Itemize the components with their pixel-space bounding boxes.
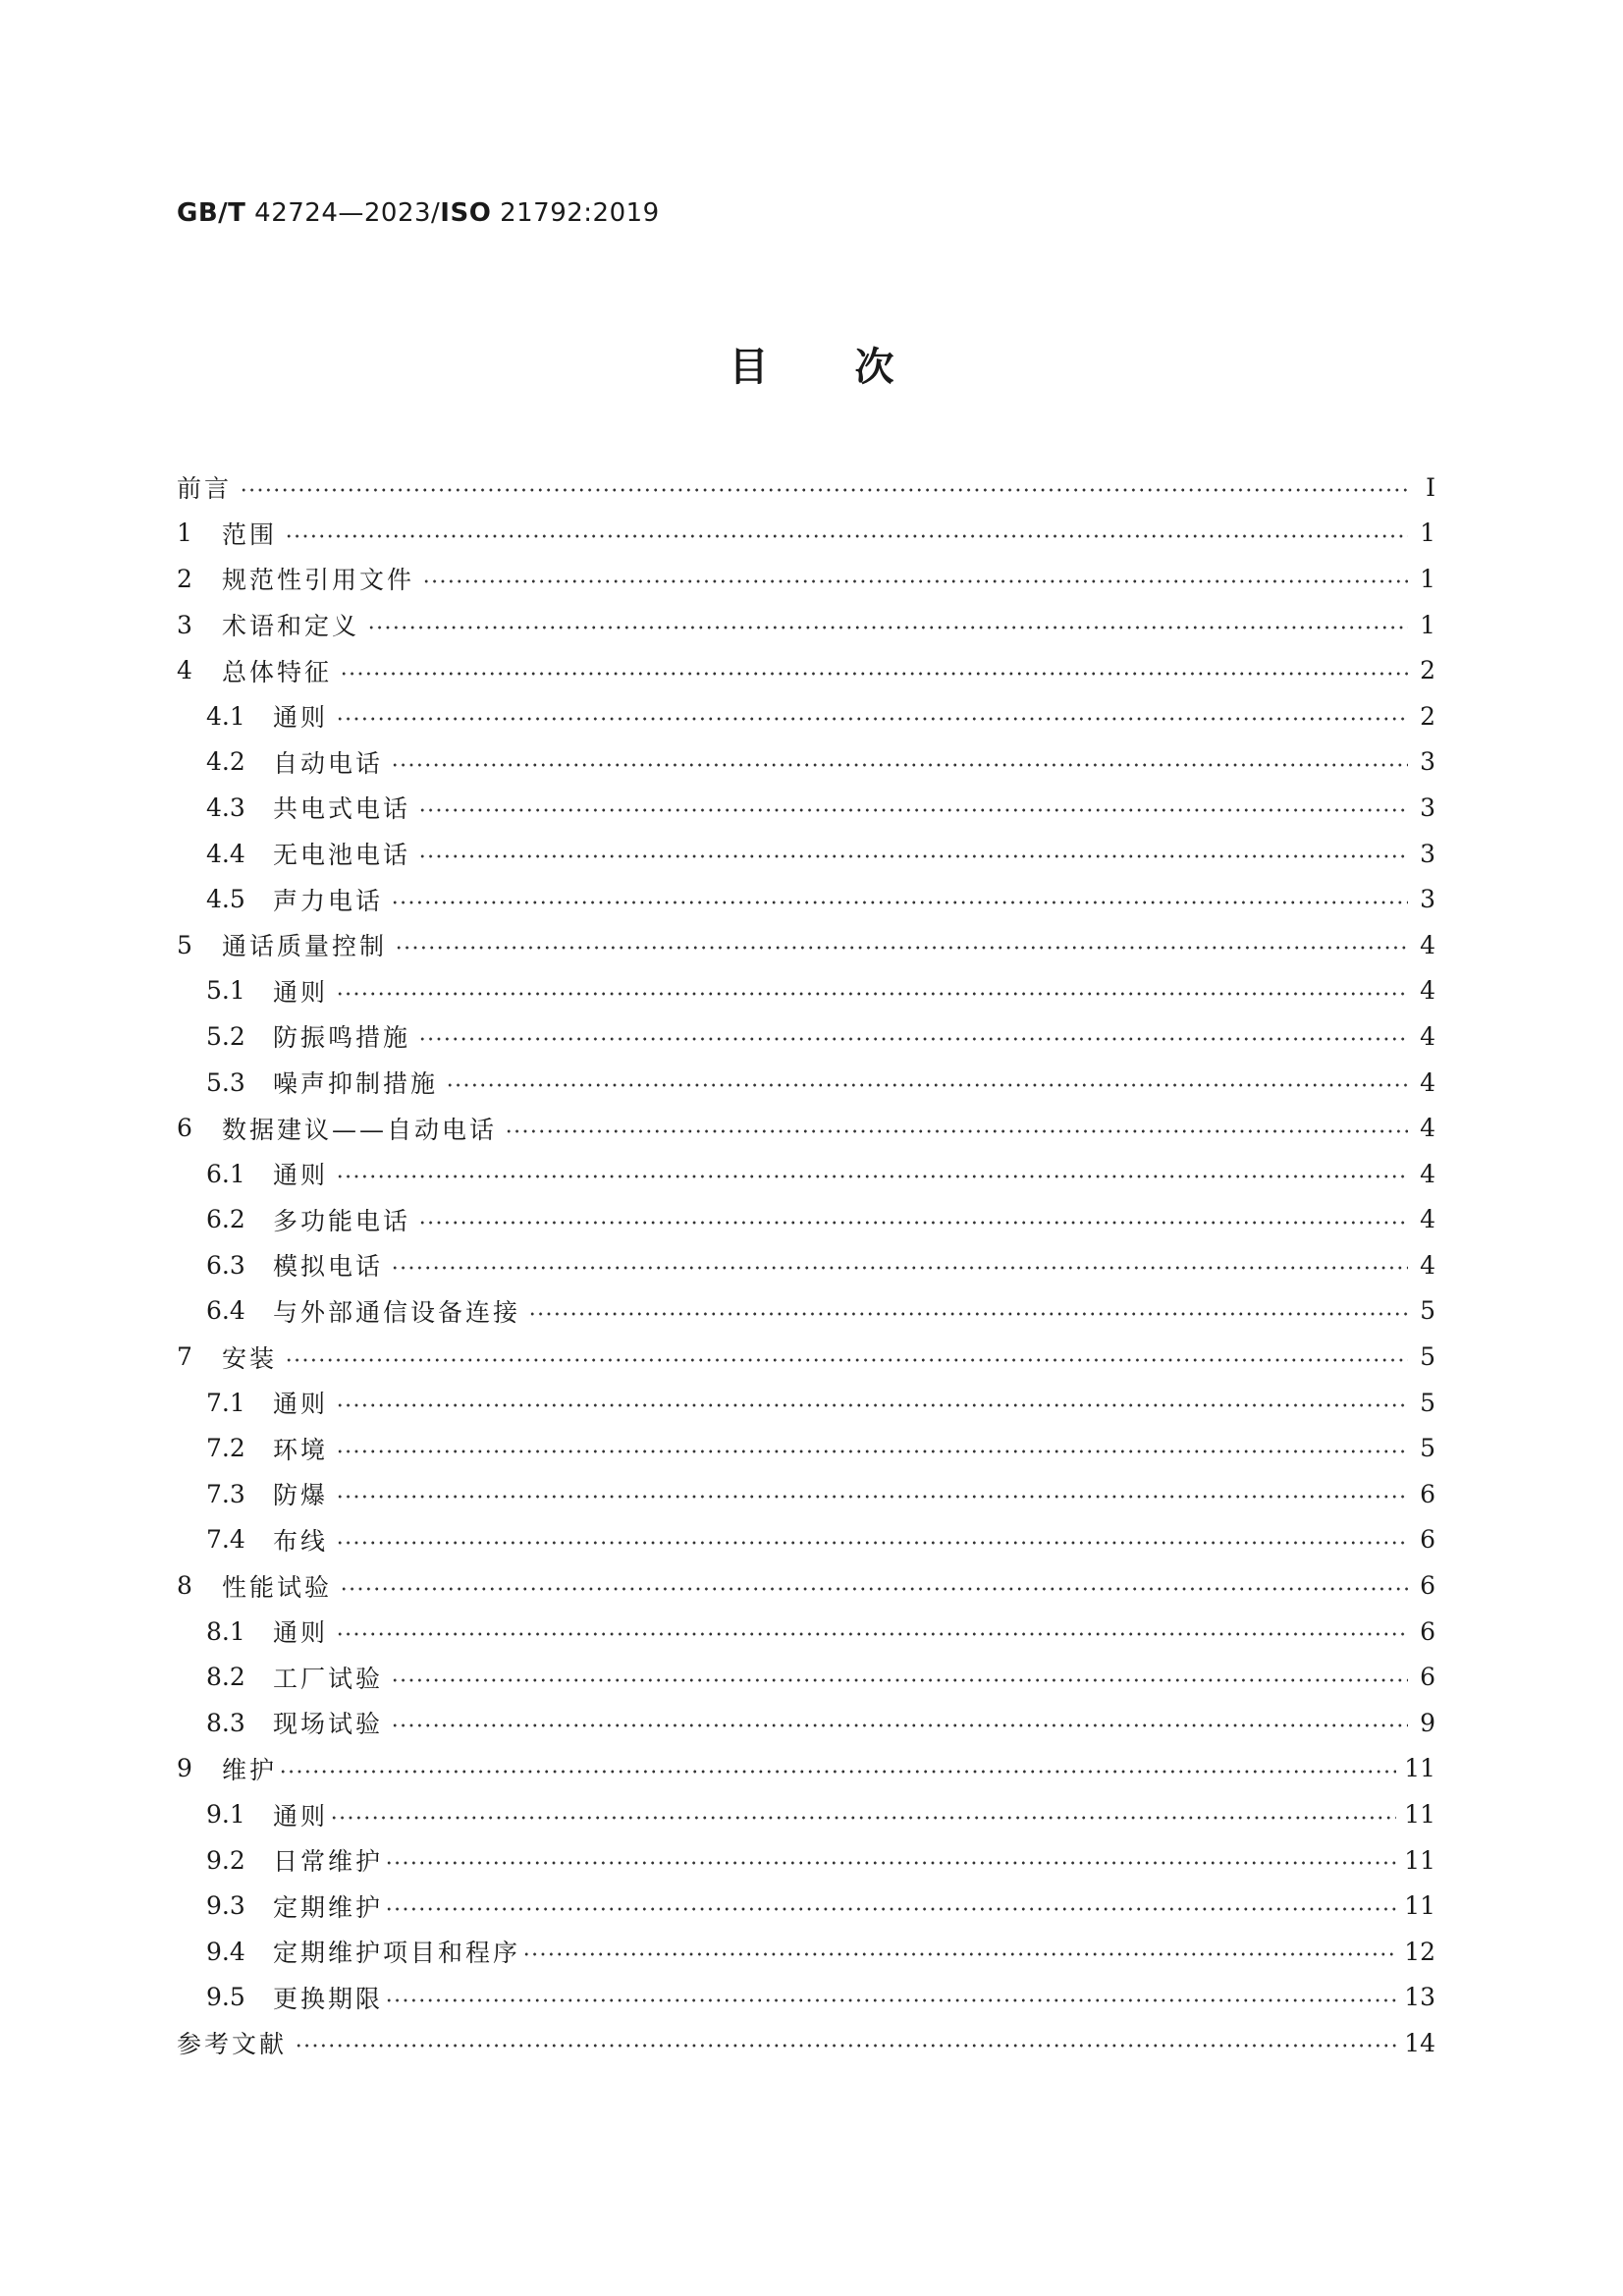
toc-entry-number: 8.2: [206, 1663, 245, 1692]
document-code: [177, 198, 660, 228]
dot-leader: [336, 1540, 1408, 1546]
dot-leader: [285, 1357, 1408, 1363]
toc-entry[interactable]: [177, 1288, 1435, 1335]
toc-entry-label: 规范性引用文件: [222, 566, 415, 595]
toc-entry-page: 6: [1420, 1663, 1435, 1692]
toc-entry-label: 工厂试验: [273, 1664, 384, 1693]
dot-leader: [385, 1906, 1396, 1912]
toc-entry[interactable]: [177, 1746, 1435, 1792]
toc-entry[interactable]: [177, 693, 1435, 739]
toc-entry-page: 14: [1404, 2028, 1435, 2057]
dot-leader: [528, 1311, 1408, 1317]
dot-leader: [391, 900, 1408, 905]
toc-entry[interactable]: [177, 1197, 1435, 1243]
toc-entry-number: 6.1: [206, 1159, 245, 1188]
table-of-contents: [177, 465, 1435, 2066]
dot-leader: [395, 945, 1408, 951]
dot-leader: [340, 671, 1408, 677]
toc-entry-label: 定期维护: [273, 1892, 384, 1922]
toc-entry-label: 防爆: [273, 1481, 329, 1510]
dot-leader: [391, 1722, 1408, 1728]
dot-leader: [336, 1402, 1408, 1408]
toc-entry[interactable]: [177, 1562, 1435, 1609]
toc-entry-number: 5: [177, 930, 192, 959]
toc-entry-number: 4.3: [206, 793, 245, 822]
toc-entry-number: 9: [177, 1754, 192, 1783]
toc-entry-number: 8: [177, 1571, 192, 1601]
dot-leader: [336, 716, 1408, 722]
toc-entry-number: 7.1: [206, 1388, 245, 1417]
toc-entry[interactable]: [177, 2020, 1435, 2066]
toc-entry-label: 通则: [273, 1801, 329, 1831]
standard-number: 42724—2023/: [254, 198, 441, 228]
toc-entry[interactable]: [177, 1700, 1435, 1746]
toc-entry-page: 4: [1420, 976, 1435, 1006]
dot-leader: [385, 1997, 1396, 2003]
toc-entry-label: 数据建议——自动电话: [222, 1115, 498, 1144]
toc-entry-label: 通则: [273, 1618, 329, 1648]
toc-entry-page: 3: [1420, 839, 1435, 868]
toc-entry-page: 1: [1420, 519, 1435, 548]
toc-entry[interactable]: [177, 465, 1435, 511]
toc-entry-number: 1: [177, 519, 192, 548]
toc-entry-label: 通则: [273, 1161, 329, 1190]
toc-entry-page: 3: [1420, 747, 1435, 777]
toc-entry[interactable]: [177, 785, 1435, 831]
toc-entry-label: 环境: [273, 1435, 329, 1464]
dot-leader: [340, 1586, 1408, 1592]
iso-prefix: ISO: [440, 198, 492, 228]
toc-entry-page: 13: [1404, 1983, 1435, 2012]
dot-leader: [522, 1951, 1396, 1957]
dot-leader: [336, 1449, 1408, 1454]
dot-leader: [385, 1860, 1396, 1866]
toc-entry[interactable]: [177, 968, 1435, 1014]
toc-entry-label: 通话质量控制: [222, 932, 388, 961]
toc-entry-page: Ⅰ: [1426, 472, 1435, 502]
toc-entry-page: 6: [1420, 1525, 1435, 1555]
toc-entry-number: 8.3: [206, 1708, 245, 1737]
toc-entry-page: 1: [1420, 564, 1435, 593]
toc-entry[interactable]: [177, 511, 1435, 557]
toc-entry-page: 11: [1404, 1891, 1435, 1921]
toc-entry-number: 9.5: [206, 1983, 245, 2012]
toc-entry-number: 9.3: [206, 1891, 245, 1921]
toc-entry-number: 7.2: [206, 1434, 245, 1463]
dot-leader: [391, 1265, 1408, 1271]
toc-entry[interactable]: [177, 1883, 1435, 1929]
toc-entry-number: 7: [177, 1342, 192, 1372]
toc-entry-number: 4.2: [206, 747, 245, 777]
toc-entry-number: 6: [177, 1114, 192, 1143]
toc-entry[interactable]: [177, 831, 1435, 877]
toc-entry-label: 日常维护: [273, 1847, 384, 1877]
toc-entry[interactable]: [177, 1334, 1435, 1380]
toc-entry-page: 5: [1420, 1388, 1435, 1417]
toc-entry-number: 3: [177, 610, 192, 639]
toc-entry-page: 4: [1420, 1067, 1435, 1097]
toc-entry[interactable]: [177, 739, 1435, 786]
dot-leader: [505, 1128, 1408, 1134]
toc-entry-label: 定期维护项目和程序: [273, 1939, 521, 1968]
toc-entry[interactable]: [177, 1517, 1435, 1563]
dot-leader: [418, 1220, 1408, 1226]
toc-entry-label: 布线: [273, 1526, 329, 1556]
toc-entry-number: 4.1: [206, 701, 245, 731]
toc-entry[interactable]: [177, 1242, 1435, 1288]
toc-entry-page: 11: [1404, 1800, 1435, 1830]
toc-entry-page: 4: [1420, 1250, 1435, 1280]
standard-prefix: GB/T: [177, 198, 246, 228]
toc-entry-page: 3: [1420, 793, 1435, 822]
toc-entry-label: 安装: [222, 1343, 278, 1373]
toc-entry-number: 9.1: [206, 1800, 245, 1830]
toc-entry[interactable]: [177, 1791, 1435, 1837]
toc-entry-number: 9.2: [206, 1845, 245, 1875]
toc-entry-label: 通则: [273, 1390, 329, 1419]
toc-entry-page: 5: [1420, 1342, 1435, 1372]
toc-entry-number: 7.3: [206, 1479, 245, 1508]
toc-entry-label: 防振鸣措施: [273, 1023, 411, 1053]
dot-leader: [418, 1036, 1408, 1042]
toc-entry-page: 3: [1420, 885, 1435, 914]
toc-entry[interactable]: [177, 922, 1435, 968]
dot-leader: [336, 1494, 1408, 1500]
toc-entry[interactable]: [177, 1609, 1435, 1655]
toc-entry[interactable]: [177, 1425, 1435, 1471]
toc-entry-label: 与外部通信设备连接: [273, 1297, 521, 1327]
toc-entry-number: 8.1: [206, 1616, 245, 1646]
dot-leader: [336, 991, 1408, 997]
toc-entry-page: 1: [1420, 610, 1435, 639]
toc-entry-page: 4: [1420, 1114, 1435, 1143]
toc-entry-number: 4.4: [206, 839, 245, 868]
toc-entry[interactable]: [177, 602, 1435, 648]
toc-entry-page: 5: [1420, 1434, 1435, 1463]
toc-entry-page: 4: [1420, 1205, 1435, 1234]
toc-entry-label: 维护: [222, 1755, 278, 1784]
toc-entry-number: 9.4: [206, 1937, 245, 1966]
toc-entry-label: 通则: [273, 703, 329, 733]
toc-entry-number: 5.3: [206, 1067, 245, 1097]
dot-leader: [285, 533, 1408, 539]
dot-leader: [279, 1769, 1396, 1775]
toc-entry-label: 更换期限: [273, 1984, 384, 2013]
toc-entry[interactable]: [177, 1654, 1435, 1700]
toc-entry-label: 总体特征: [222, 657, 333, 686]
toc-entry[interactable]: [177, 1013, 1435, 1060]
toc-entry[interactable]: [177, 1975, 1435, 2021]
dot-leader: [391, 762, 1408, 768]
toc-entry[interactable]: [177, 1929, 1435, 1975]
toc-entry-page: 9: [1420, 1708, 1435, 1737]
toc-entry-page: 12: [1404, 1937, 1435, 1966]
toc-entry-label: 术语和定义: [222, 612, 360, 641]
dot-leader: [367, 625, 1408, 630]
toc-entry-label: 多功能电话: [273, 1206, 411, 1235]
toc-entry[interactable]: [177, 647, 1435, 693]
toc-entry-page: 4: [1420, 1159, 1435, 1188]
toc-entry[interactable]: [177, 556, 1435, 602]
page-title: 目次: [729, 345, 981, 390]
toc-entry-page: 2: [1420, 701, 1435, 731]
toc-entry[interactable]: [177, 876, 1435, 922]
toc-entry-page: 4: [1420, 930, 1435, 959]
toc-entry-label: 性能试验: [222, 1572, 333, 1602]
toc-entry-number: 5.1: [206, 976, 245, 1006]
toc-entry-label: 噪声抑制措施: [273, 1069, 439, 1099]
toc-entry-label: 前言: [177, 474, 233, 504]
toc-entry-number: 2: [177, 564, 192, 593]
dot-leader: [330, 1815, 1396, 1821]
toc-entry-number: 7.4: [206, 1525, 245, 1555]
toc-entry-page: 11: [1404, 1845, 1435, 1875]
dot-leader: [418, 853, 1408, 859]
toc-entry[interactable]: [177, 1105, 1435, 1151]
toc-entry-label: 无电池电话: [273, 841, 411, 870]
toc-entry-page: 6: [1420, 1571, 1435, 1601]
toc-entry-number: 6.2: [206, 1205, 245, 1234]
toc-entry-label: 声力电话: [273, 886, 384, 915]
toc-entry[interactable]: [177, 1380, 1435, 1426]
dot-leader: [336, 1174, 1408, 1179]
toc-entry[interactable]: [177, 1471, 1435, 1517]
toc-entry[interactable]: [177, 1151, 1435, 1197]
toc-entry-number: 6.4: [206, 1296, 245, 1326]
toc-entry-number: 4: [177, 656, 192, 685]
iso-number: 21792:2019: [500, 198, 660, 228]
dot-leader: [418, 807, 1408, 813]
dot-leader: [446, 1082, 1408, 1088]
toc-entry-page: 6: [1420, 1616, 1435, 1646]
toc-entry-page: 11: [1404, 1754, 1435, 1783]
toc-entry-page: 4: [1420, 1021, 1435, 1051]
toc-entry-number: 4.5: [206, 885, 245, 914]
toc-entry-label: 共电式电话: [273, 794, 411, 824]
toc-entry-label: 自动电话: [273, 748, 384, 778]
dot-leader: [391, 1677, 1408, 1683]
dot-leader: [422, 578, 1408, 584]
toc-entry[interactable]: [177, 1060, 1435, 1106]
dot-leader: [295, 2043, 1396, 2049]
toc-entry[interactable]: [177, 1837, 1435, 1884]
toc-entry-label: 通则: [273, 977, 329, 1007]
toc-entry-label: 范围: [222, 519, 278, 549]
toc-entry-label: 参考文献: [177, 2030, 288, 2059]
toc-entry-label: 现场试验: [273, 1710, 384, 1739]
toc-entry-number: 5.2: [206, 1021, 245, 1051]
toc-entry-page: 5: [1420, 1296, 1435, 1326]
toc-entry-number: 6.3: [206, 1250, 245, 1280]
dot-leader: [240, 487, 1408, 493]
toc-entry-page: 2: [1420, 656, 1435, 685]
dot-leader: [336, 1631, 1408, 1637]
toc-entry-page: 6: [1420, 1479, 1435, 1508]
toc-entry-label: 模拟电话: [273, 1252, 384, 1282]
